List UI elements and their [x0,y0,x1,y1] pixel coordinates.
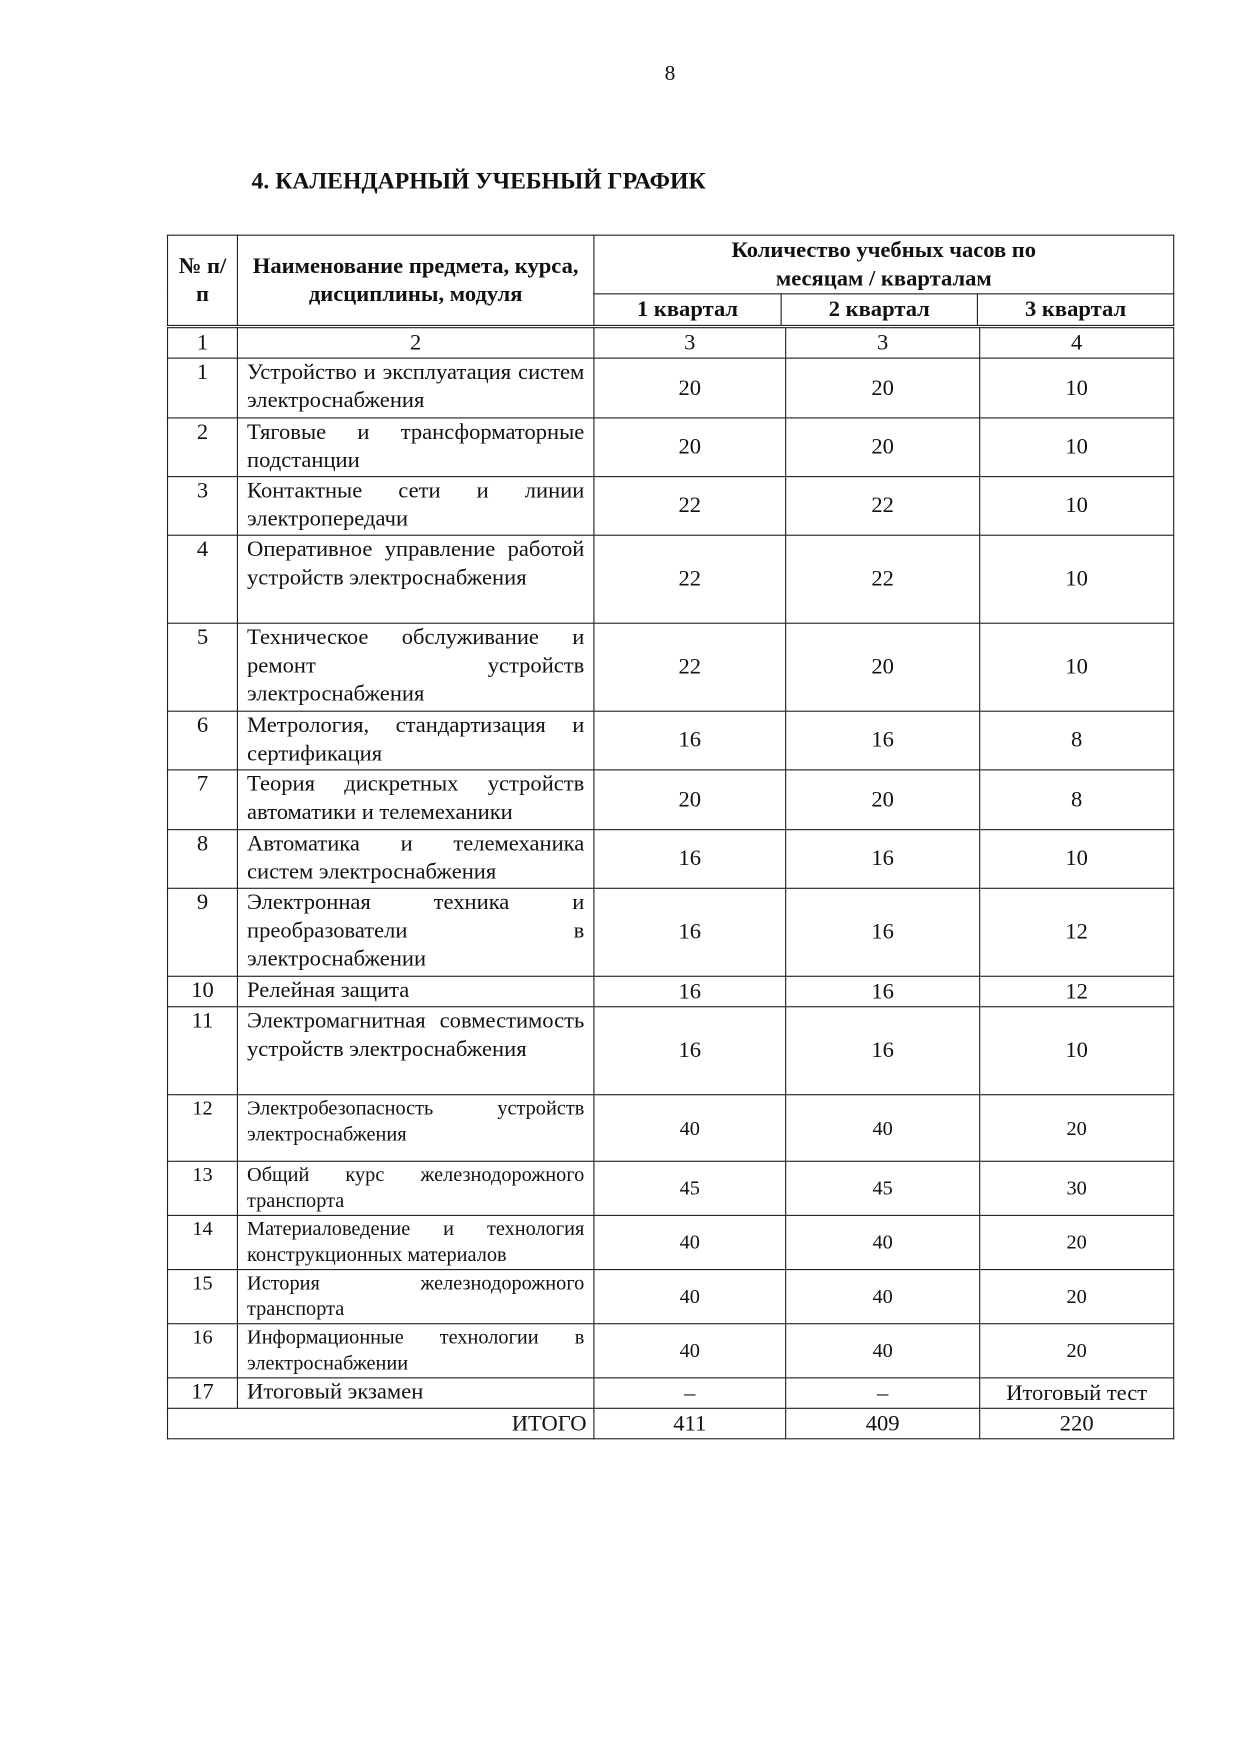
row-number: 14 [168,1215,238,1269]
subject-name: Тяговые и трансформаторные подстанции [237,418,593,477]
q1-hours: – [594,1378,786,1408]
q2-hours: 16 [786,1007,980,1095]
q3-hours: 12 [980,976,1174,1006]
q1-hours: 40 [594,1270,786,1324]
q3-hours: 20 [980,1215,1174,1269]
q3-hours: 20 [980,1324,1174,1378]
table-row [168,1324,1174,1378]
q2-hours: 20 [786,418,980,477]
q1-hours: 16 [594,1007,786,1095]
q2-hours: 40 [786,1324,980,1378]
total-row [168,1408,1174,1438]
col-number: 3 [594,328,786,358]
table-row [168,535,1174,623]
table-row [168,1095,1174,1162]
q3-hours: 20 [980,1095,1174,1162]
subject-name: Итоговый экзамен [237,1378,593,1408]
row-number: 2 [168,418,238,477]
q1-hours: 16 [594,976,786,1006]
q1-hours: 20 [594,358,786,418]
subject-name: Информационные технологии в электроснабжении [237,1324,593,1378]
q1-hours: 20 [594,418,786,477]
total-label: ИТОГО [168,1408,594,1438]
row-number: 10 [168,976,238,1006]
row-number: 3 [168,477,238,536]
table-row [168,1215,1174,1269]
subject-name: История железнодорожного транспорта [237,1270,593,1324]
q2-hours: – [786,1378,980,1408]
q1-hours: 22 [594,477,786,536]
q3-hours: 8 [980,770,1174,830]
subject-name: Оперативное управление работой устройств электроснабжения [237,535,593,623]
subject-name: Электробезопасность устройств электроснабжения [237,1095,593,1162]
table-row [168,888,1174,976]
table-header [167,235,1174,326]
q3-hours: 8 [980,711,1174,770]
q2-hours: 16 [786,888,980,976]
q1-hours: 45 [594,1161,786,1215]
q3-hours: 10 [980,358,1174,418]
q1-hours: 22 [594,623,786,711]
table-row [168,830,1174,889]
q3-hours: 30 [980,1161,1174,1215]
table-row [168,623,1174,711]
subject-name: Теория дискретных устройств автоматики и телемеханики [237,770,593,830]
schedule-table [167,327,1174,1439]
row-number: 7 [168,770,238,830]
q1-hours: 16 [594,830,786,889]
subject-name: Контактные сети и линии электропередачи [237,477,593,536]
row-number: 13 [168,1161,238,1215]
q2-hours: 40 [786,1095,980,1162]
header-number: № п/п [168,235,238,325]
q1-hours: 40 [594,1324,786,1378]
row-number: 1 [168,358,238,418]
row-number: 4 [168,535,238,623]
q3-hours: 20 [980,1270,1174,1324]
subject-name: Общий курс железнодорожного транспорта [237,1161,593,1215]
subject-name: Материаловедение и технология конструкционных материалов [237,1215,593,1269]
q2-hours: 16 [786,976,980,1006]
row-number: 15 [168,1270,238,1324]
table-row [168,976,1174,1006]
table-row [168,1007,1174,1095]
row-number: 12 [168,1095,238,1162]
col-number: 4 [980,328,1174,358]
subject-name: Техническое обслуживание и ремонт устройств электроснабжения [237,623,593,711]
row-number: 11 [168,1007,238,1095]
table-row [168,711,1174,770]
header-q2: 2 квартал [781,294,977,326]
q1-hours: 40 [594,1215,786,1269]
subject-name: Релейная защита [237,976,593,1006]
table-row [168,1378,1174,1408]
q3-hours: 10 [980,623,1174,711]
q2-hours: 16 [786,830,980,889]
header-q3: 3 квартал [977,294,1173,326]
row-number: 9 [168,888,238,976]
q2-hours: 20 [786,358,980,418]
subject-name: Автоматика и телемеханика систем электроснабжения [237,830,593,889]
table-row [168,358,1174,418]
page-number: 8 [664,62,676,86]
numbering-row [168,328,1174,358]
table-row [168,770,1174,830]
q3-hours: 10 [980,830,1174,889]
q1-hours: 40 [594,1095,786,1162]
subject-name: Устройство и эксплуатация систем электроснабжения [237,358,593,418]
q2-hours: 22 [786,535,980,623]
subject-name: Электромагнитная совместимость устройств электроснабжения [237,1007,593,1095]
header-hours: Количество учебных часов по месяцам / кварталам [594,235,1174,294]
q3-hours: Итоговый тест [980,1378,1174,1408]
col-number: 2 [237,328,593,358]
q2-hours: 16 [786,711,980,770]
table-row [168,1270,1174,1324]
q2-hours: 20 [786,623,980,711]
total-q1: 411 [594,1408,786,1438]
q3-hours: 12 [980,888,1174,976]
q2-hours: 40 [786,1215,980,1269]
q2-hours: 20 [786,770,980,830]
row-number: 16 [168,1324,238,1378]
col-number: 1 [168,328,238,358]
q2-hours: 22 [786,477,980,536]
subject-name: Электронная техника и преобразователи в электроснабжении [237,888,593,976]
header-name: Наименование предмета, курса, дисциплины, модуля [237,235,593,325]
q3-hours: 10 [980,477,1174,536]
section-title: 4. КАЛЕНДАРНЫЙ УЧЕБНЫЙ ГРАФИК [251,166,706,195]
total-q3: 220 [980,1408,1174,1438]
q3-hours: 10 [980,418,1174,477]
q1-hours: 22 [594,535,786,623]
q3-hours: 10 [980,1007,1174,1095]
q2-hours: 45 [786,1161,980,1215]
q1-hours: 16 [594,711,786,770]
q1-hours: 16 [594,888,786,976]
header-q1: 1 квартал [594,294,781,326]
total-q2: 409 [786,1408,980,1438]
row-number: 17 [168,1378,238,1408]
q2-hours: 40 [786,1270,980,1324]
row-number: 6 [168,711,238,770]
q3-hours: 10 [980,535,1174,623]
table-row [168,477,1174,536]
table-row [168,1161,1174,1215]
row-number: 5 [168,623,238,711]
q1-hours: 20 [594,770,786,830]
row-number: 8 [168,830,238,889]
subject-name: Метрология, стандартизация и сертификация [237,711,593,770]
col-number: 3 [786,328,980,358]
table-row [168,418,1174,477]
